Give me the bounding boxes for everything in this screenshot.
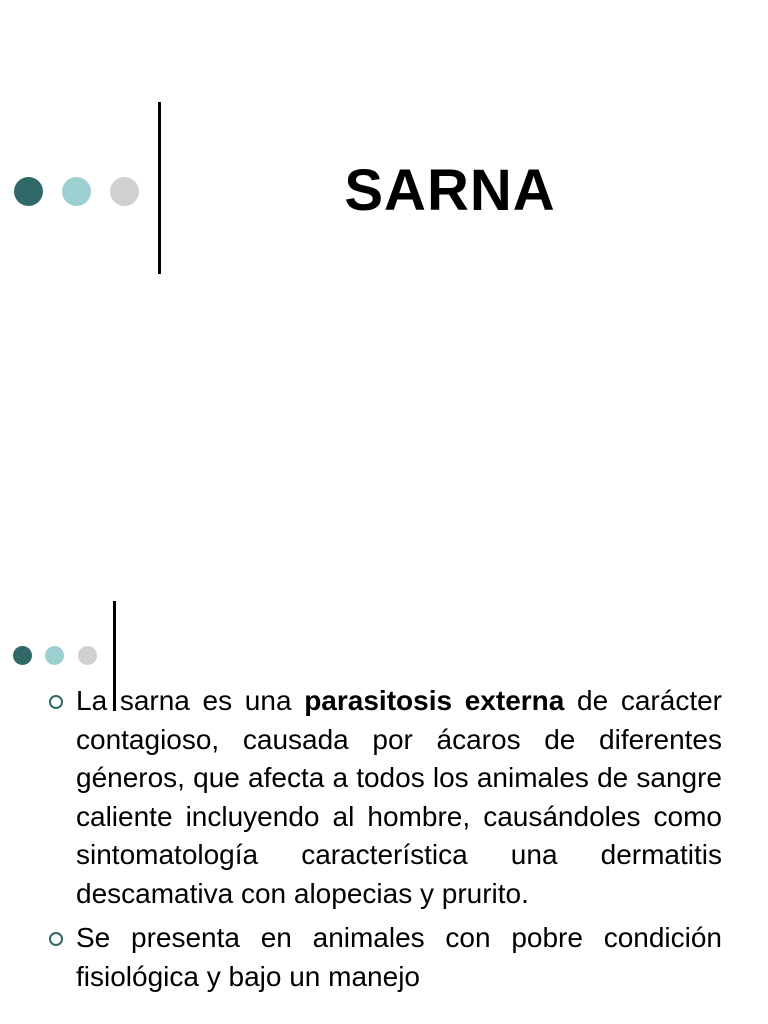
- bullet-text-post: de carácter contagioso, causada por ácaros de diferentes géneros, que afecta a todos los animales de sangre caliente incluyendo al hombre, causándoles como sintomatología característica una dermatitis descamativa con alopecias y prurito.: [76, 685, 722, 909]
- bullet-circle-icon: [49, 932, 63, 946]
- bullet-item-definition: [44, 682, 722, 913]
- bullet-text-bold: parasitosis externa: [304, 685, 565, 716]
- bullet-item-presentation: [44, 919, 722, 996]
- decor-vertical-line: [158, 102, 161, 274]
- decor-dot-gray: [110, 177, 139, 206]
- decor-dot-teal: [62, 177, 91, 206]
- bullet-text: Se presenta en animales con pobre condición fisiológica y bajo un manejo: [76, 922, 722, 992]
- bullet-list: [44, 682, 722, 1002]
- decor-dot-dark-small: [13, 646, 32, 665]
- decor-dot-gray-small: [78, 646, 97, 665]
- bullet-circle-icon: [49, 695, 63, 709]
- decor-dot-teal-small: [45, 646, 64, 665]
- bullet-text-pre: La sarna es una: [76, 685, 305, 716]
- slide-title: SARNA: [344, 158, 556, 223]
- decor-dot-dark: [14, 177, 43, 206]
